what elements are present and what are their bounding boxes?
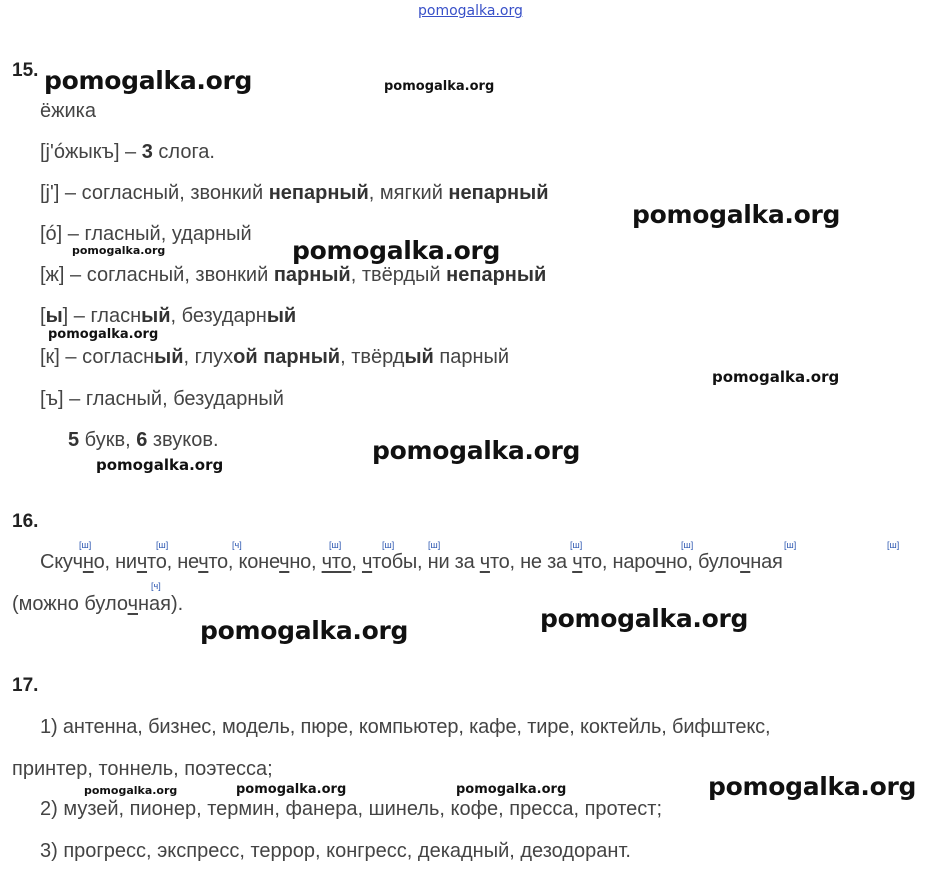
watermark: pomogalka.org — [84, 784, 178, 797]
sounds-count: 6 — [136, 429, 148, 451]
transcription-rest: слога. — [152, 141, 215, 163]
underlined-letter: ч — [279, 551, 290, 573]
underlined-letter: ч — [127, 593, 138, 615]
text-segment: но, було — [665, 551, 741, 573]
text-segment: Скуч — [40, 551, 83, 573]
underlined-letter: ч — [361, 551, 373, 573]
text-segment: но, — [289, 551, 322, 573]
row-bold: ый — [266, 305, 297, 327]
ex15-row-o — [40, 222, 252, 246]
row-bold: непарный — [446, 264, 547, 286]
row-text: , глух — [183, 346, 234, 368]
ex17-line-2: принтер, тоннель, поэтесса; — [12, 758, 273, 780]
underlined-letter: н — [82, 551, 94, 573]
ex17-line-1: 1) антенна, бизнес, модель, пюре, компьютер, кафе, тире, коктейль, бифштекс, — [40, 716, 771, 738]
text-segment: о, ни — [93, 551, 137, 573]
row-bold: непарный — [448, 182, 549, 204]
watermark: pomogalka.org — [44, 66, 253, 95]
syllable-count: 3 — [141, 141, 153, 163]
watermark: pomogalka.org — [540, 604, 749, 633]
ex15-row-hard-sign — [40, 387, 284, 411]
watermark: pomogalka.org — [632, 200, 841, 229]
pronunciation-mark: [ш] — [79, 540, 92, 550]
underlined-letter: ч — [136, 551, 148, 573]
letters-count: 5 — [68, 429, 80, 451]
row-bold: ый — [154, 346, 184, 368]
exercise-16-number: 16. — [12, 511, 39, 532]
ex16-line-2 — [12, 592, 183, 616]
underlined-letter: ч — [479, 551, 490, 573]
underlined-letter: ч — [572, 551, 583, 573]
row-bold: ы — [45, 305, 63, 327]
pronunciation-mark: [ш] — [382, 540, 395, 550]
text-segment: то, наро — [582, 551, 656, 573]
row-text: , мягкий — [368, 182, 449, 204]
ex15-transcription — [40, 140, 215, 164]
row-bold: непарный — [268, 182, 369, 204]
watermark: pomogalka.org — [372, 436, 581, 465]
row-bold: ый — [141, 305, 171, 327]
watermark: pomogalka.org — [456, 782, 567, 797]
exercise-15-number: 15. — [12, 60, 39, 81]
watermark: pomogalka.org — [200, 616, 409, 645]
pronunciation-mark: [ш] — [428, 540, 441, 550]
ex15-word: ёжика — [40, 100, 96, 122]
pronunciation-mark: [ш] — [887, 540, 900, 550]
ex17-line-3: 2) музей, пионер, термин, фанера, шинель, кофе, пресса, протест; — [40, 798, 663, 820]
row-text: , твёрд — [340, 346, 405, 368]
underlined-letter: что — [321, 551, 352, 573]
row-text: [j'] – согласный, звонкий — [40, 182, 269, 204]
text-segment: ная — [750, 551, 783, 573]
text-segment: то, не — [147, 551, 199, 573]
watermark: pomogalka.org — [48, 327, 159, 342]
watermark: pomogalka.org — [292, 236, 501, 265]
ex17-line-4: 3) прогресс, экспресс, террор, конгресс, декадный, дезодорант. — [40, 840, 631, 862]
pronunciation-mark: [ш] — [784, 540, 797, 550]
sounds-label: звуков. — [147, 429, 219, 451]
ex15-summary — [68, 428, 219, 452]
text-segment: тобы, ни за — [372, 551, 480, 573]
underlined-letter: ч — [198, 551, 209, 573]
text-segment: (можно було — [12, 593, 128, 615]
pronunciation-mark: [ч] — [151, 581, 161, 591]
row-text: [ж] – согласный, звонкий — [40, 264, 274, 286]
row-bold: ой парный — [233, 346, 341, 368]
ex16-line-1 — [40, 550, 783, 574]
pronunciation-mark: [ш] — [681, 540, 694, 550]
underlined-letter: ч — [740, 551, 751, 573]
ex15-row-y — [40, 304, 296, 328]
underlined-letter: ч — [655, 551, 666, 573]
transcription-text: [j'óжыкъ] – — [40, 141, 142, 163]
text-segment: то, коне — [208, 551, 280, 573]
row-text: [ — [40, 305, 46, 327]
watermark: pomogalka.org — [236, 782, 347, 797]
watermark: pomogalka.org — [712, 368, 840, 386]
exercise-17-number: 17. — [12, 675, 39, 696]
top-watermark: pomogalka.org — [418, 3, 523, 19]
row-text: [ó] – гласный, ударный — [40, 223, 252, 245]
letters-label: букв, — [79, 429, 137, 451]
row-text: , безударн — [170, 305, 267, 327]
watermark: pomogalka.org — [384, 79, 495, 94]
ex15-row-k — [40, 345, 509, 369]
ex15-row-j — [40, 181, 549, 205]
ex15-row-zh — [40, 263, 546, 287]
pronunciation-mark: [ш] — [329, 540, 342, 550]
pronunciation-mark: [ш] — [570, 540, 583, 550]
watermark: pomogalka.org — [96, 456, 224, 474]
row-text: [к] – согласн — [40, 346, 155, 368]
row-text: ] – гласн — [62, 305, 142, 327]
text-segment: , — [351, 551, 362, 573]
text-segment: ная). — [138, 593, 184, 615]
pronunciation-mark: [ш] — [156, 540, 169, 550]
row-text: [ъ] – гласный, безударный — [40, 388, 284, 410]
row-text: , твёрдый — [350, 264, 447, 286]
watermark: pomogalka.org — [72, 244, 166, 257]
pronunciation-mark: [ч] — [232, 540, 242, 550]
row-bold: парный — [273, 264, 351, 286]
watermark: pomogalka.org — [708, 772, 917, 801]
row-bold: ый — [404, 346, 434, 368]
text-segment: то, не за — [489, 551, 573, 573]
row-text: парный — [433, 346, 510, 368]
